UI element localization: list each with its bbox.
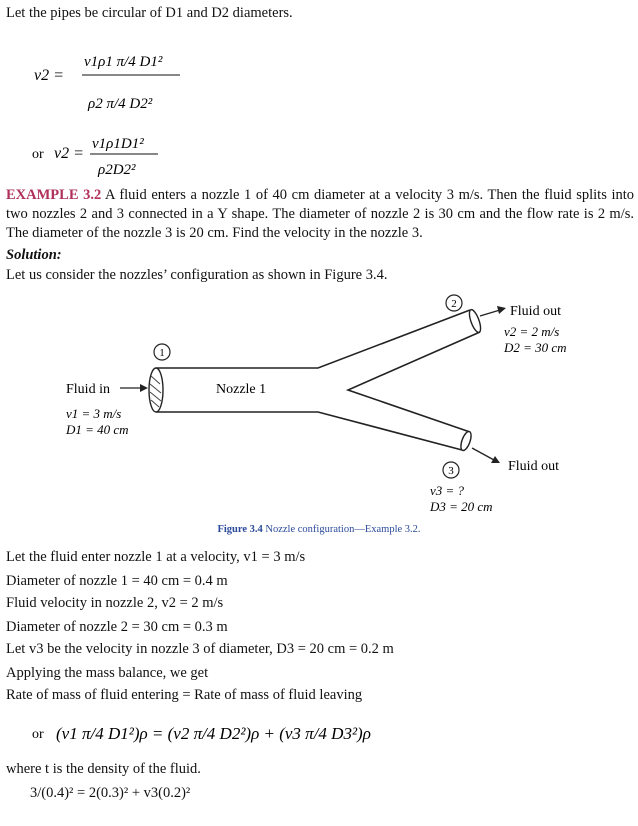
example-paragraph bbox=[6, 186, 634, 243]
body-line-3: Fluid velocity in nozzle 2, v2 = 2 m/s bbox=[6, 595, 224, 611]
fluid-in-arrowhead bbox=[140, 384, 148, 392]
body-line-2: Diameter of nozzle 1 = 40 cm = 0.4 m bbox=[6, 573, 228, 589]
eq1-denominator: ρ2 π/4 D2² bbox=[88, 96, 153, 112]
body-line-5: Let v3 be the velocity in nozzle 3 of diameter, D3 = 20 cm = 0.2 m bbox=[6, 641, 394, 657]
v1-label: v1 = 3 m/s bbox=[66, 406, 122, 421]
solution-line bbox=[6, 266, 387, 285]
circle-3-label: 3 bbox=[448, 465, 454, 477]
equation-3 bbox=[30, 710, 390, 756]
solution-label: Solution: bbox=[6, 247, 62, 263]
fluid-out-top-label: Fluid out bbox=[510, 304, 561, 319]
intro-text: Let the pipes be circular of D1 and D2 diameters. bbox=[6, 5, 293, 21]
pipe-outline-bottom bbox=[156, 412, 462, 450]
fluid-out-bottom-arrow bbox=[472, 448, 494, 460]
example-label: EXAMPLE 3.2 bbox=[6, 187, 102, 203]
fluid-in-label: Fluid in bbox=[66, 382, 110, 397]
d3-label: D3 = 20 cm bbox=[430, 499, 493, 514]
example-text: A fluid enters a nozzle 1 of 40 cm diameter at a velocity 3 m/s. Then the fluid splits into two nozzles 2 and 3 connected in a Y shape. The diameter of nozzle 2 is 30 cm and the flow rate is 2 m/s. The diameter of the nozzle 3 is 20 cm. Find the velocity in the nozzle 3. bbox=[6, 187, 634, 241]
caption-text: Nozzle configuration—Example 3.2. bbox=[265, 524, 421, 535]
body-line-6: Applying the mass balance, we get bbox=[6, 665, 209, 681]
eq2-lhs: v2 = bbox=[54, 145, 84, 162]
equation-2 bbox=[30, 128, 190, 180]
fluid-out-top-arrowhead bbox=[497, 306, 506, 314]
fluid-out-bottom-label: Fluid out bbox=[508, 459, 559, 474]
d1-label: D1 = 40 cm bbox=[66, 422, 129, 437]
circle-1-label: 1 bbox=[159, 347, 165, 359]
body-line-4: Diameter of nozzle 2 = 30 cm = 0.3 m bbox=[6, 619, 228, 635]
tail-line-2: 3/(0.4)² = 2(0.3)² + v3(0.2)² bbox=[30, 785, 191, 801]
eq3-body: (v1 π/4 D1²)ρ = (v2 π/4 D2²)ρ + (v3 π/4 D3²)ρ bbox=[56, 724, 371, 743]
eq1-numerator: v1ρ1 π/4 D1² bbox=[84, 54, 163, 70]
pipe-outline-top bbox=[156, 310, 470, 368]
tail-line-1: where t is the density of the fluid. bbox=[6, 761, 201, 777]
solution-text: Let us consider the nozzles’ configuration as shown in Figure 3.4. bbox=[6, 267, 388, 283]
body-line-1: Let the fluid enter nozzle 1 at a velocity, v1 = 3 m/s bbox=[6, 549, 306, 565]
d2-label: D2 = 30 cm bbox=[504, 340, 567, 355]
pipe-outline-inner bbox=[348, 332, 480, 432]
fluid-out-top-arrow bbox=[480, 310, 500, 316]
inlet-end bbox=[149, 368, 163, 412]
v3-label: v3 = ? bbox=[430, 483, 465, 498]
intro-line bbox=[6, 4, 293, 23]
caption-label: Figure 3.4 bbox=[217, 524, 263, 535]
nozzle-figure bbox=[0, 290, 638, 522]
eq2-denominator: ρ2D2² bbox=[98, 162, 136, 178]
eq2-numerator: v1ρ1D1² bbox=[92, 136, 144, 152]
equation-1 bbox=[30, 30, 190, 120]
eq2-prefix: or bbox=[32, 147, 44, 162]
nozzle1-label: Nozzle 1 bbox=[216, 382, 267, 397]
body-line-7: Rate of mass of fluid entering = Rate of mass of fluid leaving bbox=[6, 687, 363, 703]
outlet-2-end bbox=[467, 308, 483, 333]
solution-heading bbox=[6, 246, 62, 265]
outlet-3-end bbox=[459, 430, 473, 452]
eq3-prefix: or bbox=[32, 727, 44, 742]
eq1-lhs: v2 = bbox=[34, 67, 64, 84]
v2-label: v2 = 2 m/s bbox=[504, 324, 560, 339]
figure-caption bbox=[0, 524, 638, 535]
circle-2-label: 2 bbox=[451, 298, 457, 310]
